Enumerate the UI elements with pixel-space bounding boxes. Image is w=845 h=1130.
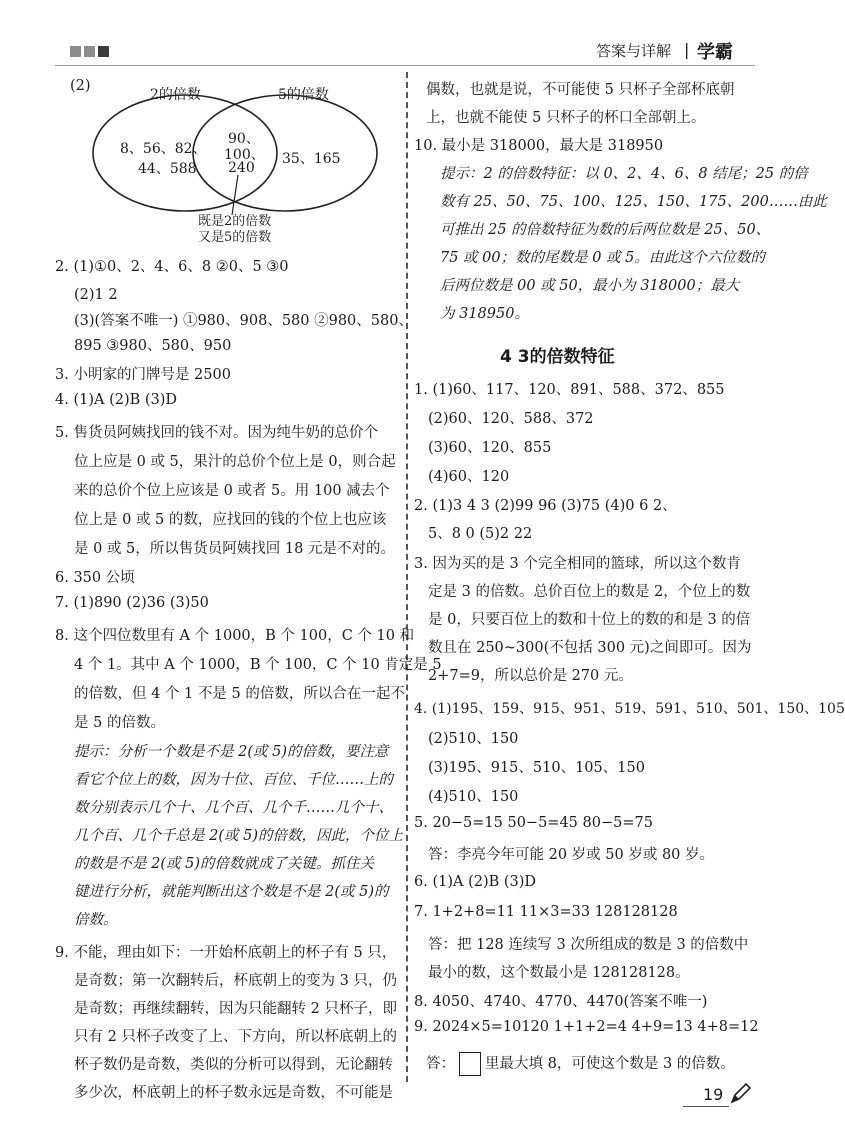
left-text-line: 数分别表示几个十、几个百、几个千……几个十、 xyxy=(74,800,393,816)
answer9-suffix: 里最大填 8，可使这个数是 3 的倍数。 xyxy=(485,1056,735,1072)
venn-mid-line3: 240 xyxy=(228,160,255,176)
right-text-line: 偶数，也就是说，不可能使 5 只杯子全部杯底朝 xyxy=(426,82,735,98)
left-text-line: 只有 2 只杯子改变了上、下方向，所以杯底朝上的 xyxy=(74,1029,397,1045)
left-text-line: 是 0 或 5，所以售货员阿姨找回 18 元是不对的。 xyxy=(74,541,395,557)
right-section-text-line: (4)510、150 xyxy=(428,789,519,805)
left-text-line: 位上是 0 或 5 的数，应找回的钱的个位上也应该 xyxy=(74,512,387,528)
left-text-line: 来的总价个位上应该是 0 或者 5。用 100 减去个 xyxy=(74,483,390,499)
left-text-line: 3. 小明家的门牌号是 2500 xyxy=(55,367,231,383)
right-section-text-line: (3)60、120、855 xyxy=(428,440,552,456)
right-text-line: 75 或 00；数的尾数是 0 或 5。由此这个六位数的 xyxy=(440,250,765,266)
right-section-text-line: (4)60、120 xyxy=(428,469,510,485)
left-text-line: 8. 这个四位数里有 A 个 1000，B 个 100，C 个 10 和 xyxy=(55,628,415,644)
left-text-line: 是奇数；第一次翻转后，杯底朝上的变为 3 只，仍 xyxy=(74,973,397,989)
venn-left-line2: 44、588 xyxy=(138,161,197,177)
right-section-text-line: 4. (1)195、159、915、951、519、591、510、501、150、105 xyxy=(414,701,845,717)
venn-mid-line2: 100、 xyxy=(224,147,265,163)
left-text-line: 是 5 的倍数。 xyxy=(74,715,165,731)
right-text-line: 为 318950。 xyxy=(440,306,529,322)
left-text-line: 6. 350 公顷 xyxy=(55,570,135,586)
left-text-line: 7. (1)890 (2)36 (3)50 xyxy=(55,595,209,611)
venn-note-line1: 既是2的倍数 xyxy=(198,214,272,229)
right-section-text-line: 是 0，只要百位上的数和十位上的数的和是 3 的倍 xyxy=(428,612,751,628)
left-text-line: 4. (1)A (2)B (3)D xyxy=(55,392,178,408)
right-text-line: 上，也就不能使 5 只杯子的杯口全部朝上。 xyxy=(426,110,706,126)
right-section-text-line: 定是 3 的倍数。总价百位上的数是 2，个位上的数 xyxy=(428,584,751,600)
footer-rule xyxy=(683,1106,729,1107)
left-text-line: 2. (1)①0、2、4、6、8 ②0、5 ③0 xyxy=(55,259,289,275)
right-section-text-line: 7. 1+2+8=11 11×3=33 128128128 xyxy=(414,904,678,920)
left-text-line: (2)1 2 xyxy=(74,287,118,303)
right-section-text-line: 5、8 0 (5)2 22 xyxy=(428,526,533,542)
left-text-line: 多少次，杯底朝上的杯子数永远是奇数，不可能是 xyxy=(74,1085,393,1101)
left-text-line: 895 ③980、580、950 xyxy=(74,338,232,354)
right-section-text-line: 最小的数，这个数最小是 128128128。 xyxy=(428,965,690,981)
venn-left-line1: 8、56、82、 xyxy=(120,141,207,157)
right-text-line: 提示：2 的倍数特征：以 0、2、4、6、8 结尾；25 的倍 xyxy=(440,166,808,182)
page-number: 19 xyxy=(703,1085,724,1104)
right-section-text-line: 5. 20−5=15 50−5=45 80−5=75 xyxy=(414,815,653,831)
pencil-icon xyxy=(728,1082,752,1106)
right-text-line: 10. 最小是 318000，最大是 318950 xyxy=(414,138,664,154)
venn-left-title: 2的倍数 xyxy=(150,87,201,103)
column-divider xyxy=(406,72,408,1082)
left-text-line: 提示：分析一个数是不是 2(或 5)的倍数，要注意 xyxy=(74,744,389,760)
venn-mid-line1: 90、 xyxy=(228,131,260,147)
left-text-line: 的数是不是 2(或 5)的倍数就成了关键。抓住关 xyxy=(74,856,374,872)
answer9-line xyxy=(426,1052,735,1076)
right-section-text-line: 9. 2024×5=10120 1+1+2=4 4+9=13 4+8=12 xyxy=(414,1019,759,1035)
left-text-line: (3)(答案不唯一) ①980、908、580 ②980、580、 xyxy=(74,313,413,329)
venn-right-title: 5的倍数 xyxy=(278,87,329,103)
left-text-line: 5. 售货员阿姨找回的钱不对。因为纯牛奶的总价个 xyxy=(55,425,378,441)
left-text-line: 看它个位上的数，因为十位、百位、千位……上的 xyxy=(74,772,393,788)
header-rule xyxy=(55,65,755,66)
right-section-text-line: 2+7=9，所以总价是 270 元。 xyxy=(428,668,633,684)
right-text-line: 后两位数是 00 或 50，最小为 318000；最大 xyxy=(440,278,740,294)
right-text-line: 数有 25、50、75、100、125、150、175、200……由此 xyxy=(440,194,827,210)
venn-right-text: 35、165 xyxy=(282,151,341,167)
right-section-text-line: 6. (1)A (2)B (3)D xyxy=(414,874,537,890)
venn-label: (2) xyxy=(70,78,91,94)
right-section-text-line: 数且在 250~300(不包括 300 元)之间即可。因为 xyxy=(428,640,752,656)
right-section-text-line: 3. 因为买的是 3 个完全相同的篮球，所以这个数肯 xyxy=(414,556,741,572)
left-text-line: 4 个 1。其中 A 个 1000，B 个 100，C 个 10 肯定是 5 xyxy=(74,657,442,673)
answer9-prefix: 答： xyxy=(426,1056,455,1072)
left-text-line: 是奇数；再继续翻转，因为只能翻转 2 只杯子，即 xyxy=(74,1001,397,1017)
right-section-text-line: 2. (1)3 4 3 (2)99 96 (3)75 (4)0 6 2、 xyxy=(414,498,677,514)
right-section-text-line: (2)510、150 xyxy=(428,731,519,747)
header-decoration xyxy=(70,46,109,57)
left-text-line: 几个百、几个千总是 2(或 5)的倍数，因此，个位上 xyxy=(74,828,403,844)
right-section-text-line: (3)195、915、510、105、150 xyxy=(428,760,645,776)
right-section-text-line: 答：把 128 连续写 3 次所组成的数是 3 的倍数中 xyxy=(428,937,749,953)
left-text-line: 杯子数仍是奇数，类似的分析可以得到，无论翻转 xyxy=(74,1057,393,1073)
right-section-text-line: 8. 4050、4740、4770、4470(答案不唯一) xyxy=(414,994,708,1010)
answer-blank-box xyxy=(459,1052,481,1076)
section-title: 4 3的倍数特征 xyxy=(500,347,615,367)
header-title: 答案与详解 xyxy=(596,42,672,60)
left-text-line: 位上应是 0 或 5，果汁的总价个位上是 0，则合起 xyxy=(74,454,396,470)
venn-note-line2: 又是5的倍数 xyxy=(198,230,272,245)
left-text-line: 的倍数，但 4 个 1 不是 5 的倍数，所以合在一起不 xyxy=(74,686,405,702)
header-brand: 学霸 xyxy=(697,42,733,63)
right-section-text-line: (2)60、120、588、372 xyxy=(428,411,594,427)
right-text-line: 可推出 25 的倍数特征为数的后两位数是 25、50、 xyxy=(440,222,771,238)
right-section-text-line: 答：李亮今年可能 20 岁或 50 岁或 80 岁。 xyxy=(428,847,715,863)
left-text-line: 键进行分析，就能判断出这个数是不是 2(或 5)的 xyxy=(74,884,389,900)
header-separator: | xyxy=(684,40,690,59)
left-text-line: 倍数。 xyxy=(74,912,118,928)
left-text-line: 9. 不能，理由如下：一开始杯底朝上的杯子有 5 只， xyxy=(55,945,397,961)
right-section-text-line: 1. (1)60、117、120、891、588、372、855 xyxy=(414,382,725,398)
